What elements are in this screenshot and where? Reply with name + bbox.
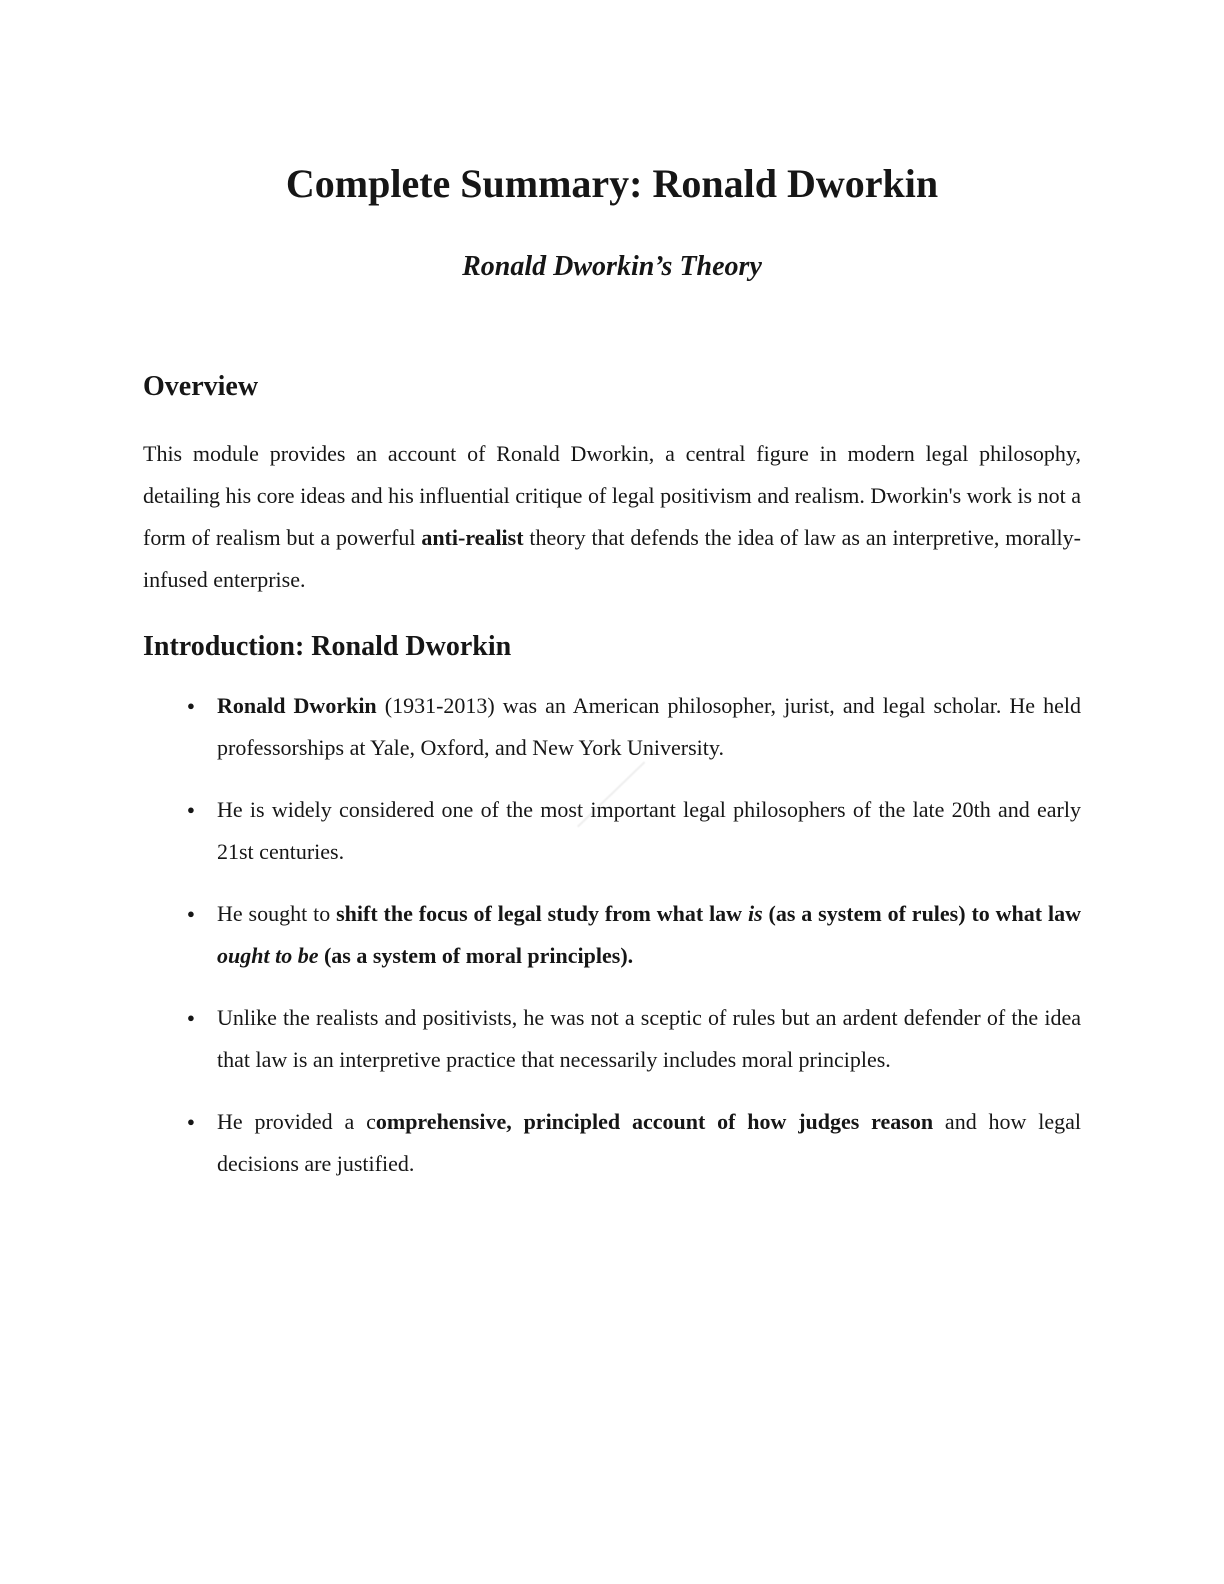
bullet-text: Unlike the realists and positivists, he was not a sceptic of rules but an ardent defender of the idea that law is an interpretive practice that necessarily includes moral principles. bbox=[217, 1005, 1081, 1072]
bullet-icon: ● bbox=[187, 802, 195, 817]
bullet-item-widely-considered bbox=[143, 789, 1081, 873]
document-title: Complete Summary: Ronald Dworkin bbox=[285, 161, 939, 206]
bullet-item-not-a-sceptic bbox=[143, 997, 1081, 1081]
bullet-icon: ● bbox=[187, 906, 195, 921]
introduction-bullet-list bbox=[143, 685, 1081, 1185]
bullet-text: He provided a comprehensive, principled account of how judges reason and how legal decisions are justified. bbox=[217, 1109, 1081, 1176]
overview-paragraph: This module provides an account of Ronald Dworkin, a central figure in modern legal philosophy, detailing his core ideas and his influential critique of legal positivism and realism. Dworkin's work is not a form of realism but a powerful anti-realist theory that defends the idea of law as an interpretive, morally-infused enterprise. bbox=[143, 441, 1081, 592]
bullet-item-shift-focus bbox=[143, 893, 1081, 977]
bullet-icon: ● bbox=[187, 698, 195, 713]
introduction-heading: Introduction: Ronald Dworkin bbox=[143, 631, 512, 662]
bullet-item-judges-reason bbox=[143, 1101, 1081, 1185]
bullet-text: Ronald Dworkin (1931-2013) was an American philosopher, jurist, and legal scholar. He held professorships at Yale, Oxford, and New York University. bbox=[217, 693, 1082, 760]
document-subtitle: Ronald Dworkin’s Theory bbox=[462, 251, 762, 282]
bullet-icon: ● bbox=[187, 1010, 195, 1025]
bullet-text: He sought to shift the focus of legal study from what law is (as a system of rules) to what law ought to be (as a system of moral principles). bbox=[217, 901, 1081, 968]
overview-heading: Overview bbox=[143, 371, 259, 402]
bullet-icon: ● bbox=[187, 1114, 195, 1129]
bullet-item-ronald-dworkin bbox=[143, 685, 1081, 769]
bullet-text: He is widely considered one of the most important legal philosophers of the late 20th and early 21st centuries. bbox=[217, 797, 1081, 864]
